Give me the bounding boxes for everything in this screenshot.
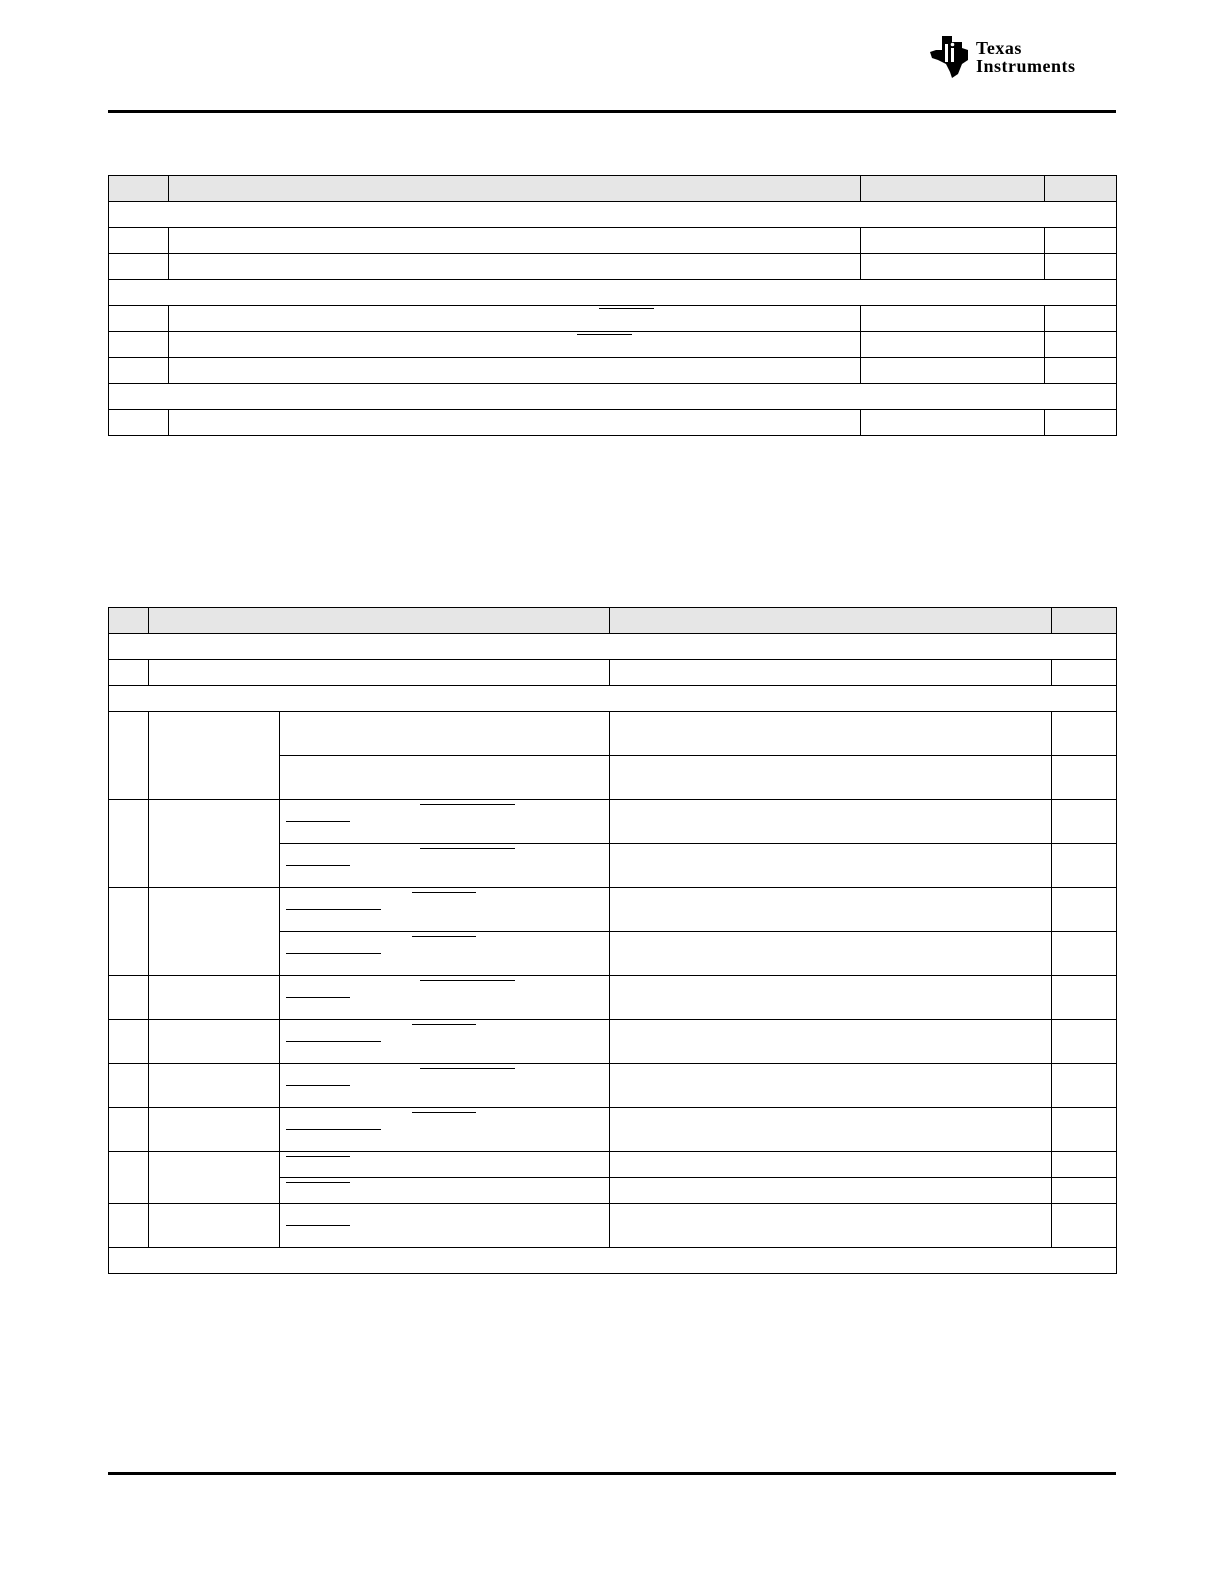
table-row [109,888,1117,932]
overline-mark [286,1129,381,1130]
overline-mark [420,1068,515,1069]
table-2 [108,607,1117,1274]
header-cell [109,176,169,202]
header-cell [109,608,149,634]
overline-mark [412,892,476,893]
section-cell [109,202,1117,228]
overline-mark [412,936,476,937]
table-1 [108,175,1117,436]
logo-text-instruments: Instruments [976,56,1076,76]
header-cell [169,176,861,202]
table-row [109,358,1117,384]
section-cell [109,280,1117,306]
table-row [109,1064,1117,1108]
overline-mark [420,848,515,849]
table-row [109,976,1117,1020]
overline-mark [577,334,632,335]
table-2-footer-row [109,1248,1117,1274]
table-row [109,660,1117,686]
overline-mark [286,997,350,998]
overline-mark [412,1112,476,1113]
table-row [109,254,1117,280]
table-1-section-row [109,280,1117,306]
header-cell [861,176,1045,202]
overline-mark [412,1024,476,1025]
header-cell [1045,176,1117,202]
logo-text-texas: Texas [976,38,1022,58]
footer-rule [108,1472,1116,1475]
table-row [109,228,1117,254]
table-row [109,306,1117,332]
table-1-header-row [109,176,1117,202]
overline-mark [286,1085,350,1086]
header-cell [149,608,610,634]
table-row [109,332,1117,358]
overline-mark [286,1182,350,1183]
table-1-section-row [109,202,1117,228]
header-rule [108,110,1116,113]
overline-mark [420,804,515,805]
table-row [109,800,1117,844]
ti-logo [928,34,1118,84]
table-row [109,712,1117,756]
table-row [109,1020,1117,1064]
table-row [109,1204,1117,1248]
table-row [109,1152,1117,1178]
table-row [109,1108,1117,1152]
table-2-header-row [109,608,1117,634]
table-row [109,410,1117,436]
section-cell [109,384,1117,410]
section-cell [109,634,1117,660]
overline-mark [286,1041,381,1042]
overline-mark [420,980,515,981]
table-2-section-row [109,634,1117,660]
overline-mark [286,953,381,954]
overline-mark [286,865,350,866]
section-cell [109,686,1117,712]
overline-mark [286,821,350,822]
ti-logo-icon [928,34,972,80]
overline-mark [286,1225,350,1226]
overline-mark [286,1156,350,1157]
overline-mark [599,308,654,309]
header-cell [610,608,1052,634]
table-1-section-row [109,384,1117,410]
header-cell [1052,608,1117,634]
overline-mark [286,909,381,910]
table-2-section-row [109,686,1117,712]
footer-cell [109,1248,1117,1274]
